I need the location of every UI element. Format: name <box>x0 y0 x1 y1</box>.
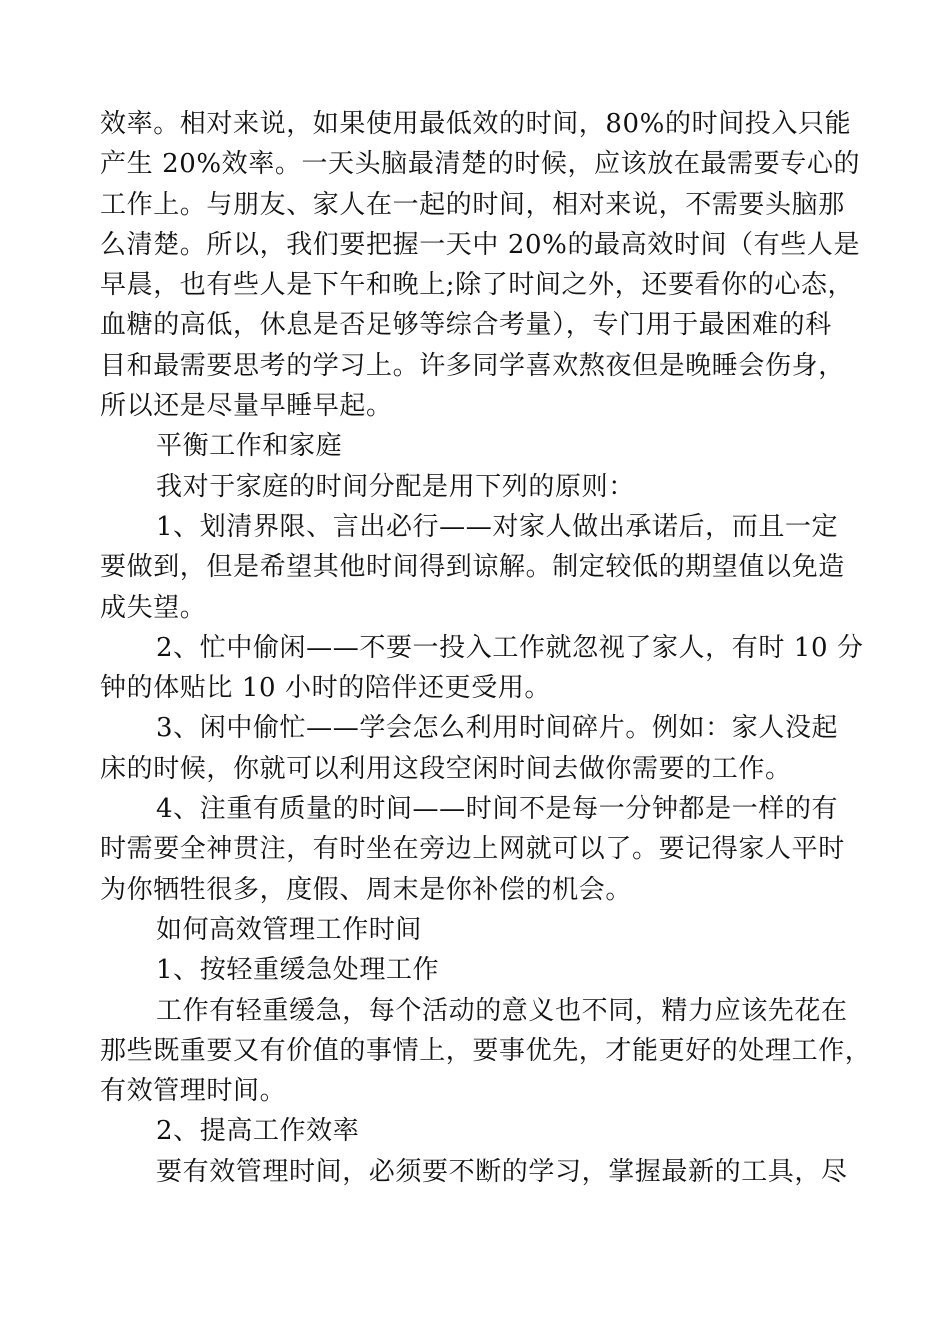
text-line: 时需要全神贯注，有时坐在旁边上网就可以了。要记得家人平时 <box>100 834 845 865</box>
text-line: 产生 20%效率。一天头脑最清楚的时候，应该放在最需要专心的 <box>100 149 861 180</box>
text-line: 效率。相对来说，如果使用最低效的时间，80%的时间投入只能 <box>100 109 852 139</box>
text-line: 有效管理时间。 <box>100 1076 287 1107</box>
text-line: 工作上。与朋友、家人在一起的时间，相对来说，不需要头脑那 <box>100 189 845 220</box>
section-heading: 如何高效管理工作时间 <box>156 914 423 945</box>
paragraph-start: 工作有轻重缓急，每个活动的意义也不同，精力应该先花在 <box>156 995 848 1026</box>
section-heading: 平衡工作和家庭 <box>156 431 343 462</box>
list-item-start: 1、划清界限、言出必行——对家人做出承诺后，而且一定 <box>156 511 839 542</box>
text-line: 早晨，也有些人是下午和晚上;除了时间之外，还要看你的心态， <box>100 270 855 301</box>
list-item-start: 4、注重有质量的时间——时间不是每一分钟都是一样的有 <box>156 794 839 825</box>
text-line: 成失望。 <box>100 592 207 623</box>
text-line: 那些既重要又有价值的事情上，要事优先，才能更好的处理工作， <box>100 1035 872 1066</box>
list-item-start: 2、忙中偷闲——不要一投入工作就忽视了家人，有时 10 分 <box>156 632 864 663</box>
text-line: 所以还是尽量早睡早起。 <box>100 391 393 422</box>
text-line: 么清楚。所以，我们要把握一天中 20%的最高效时间（有些人是 <box>100 229 861 260</box>
paragraph-start: 要有效管理时间，必须要不断的学习，掌握最新的工具，尽 <box>156 1156 848 1187</box>
text-line: 为你牺牲很多，度假、周末是你补偿的机会。 <box>100 874 633 905</box>
text-line: 血糖的高低，休息是否足够等综合考量），专门用于最困难的科 <box>100 310 832 341</box>
text-line: 床的时候，你就可以利用这段空闲时间去做你需要的工作。 <box>100 753 792 784</box>
list-item-start: 3、闲中偷忙——学会怎么利用时间碎片。例如：家人没起 <box>156 713 839 744</box>
paragraph-start: 我对于家庭的时间分配是用下列的原则： <box>156 471 635 502</box>
document-body <box>100 104 872 1192</box>
subsection-heading: 1、按轻重缓急处理工作 <box>156 955 440 986</box>
text-line: 要做到，但是希望其他时间得到谅解。制定较低的期望值以免造 <box>100 552 845 583</box>
subsection-heading: 2、提高工作效率 <box>156 1116 360 1147</box>
text-line: 目和最需要思考的学习上。许多同学喜欢熬夜但是晚睡会伤身， <box>100 350 845 381</box>
text-line: 钟的体贴比 10 小时的陪伴还更受用。 <box>100 673 552 704</box>
